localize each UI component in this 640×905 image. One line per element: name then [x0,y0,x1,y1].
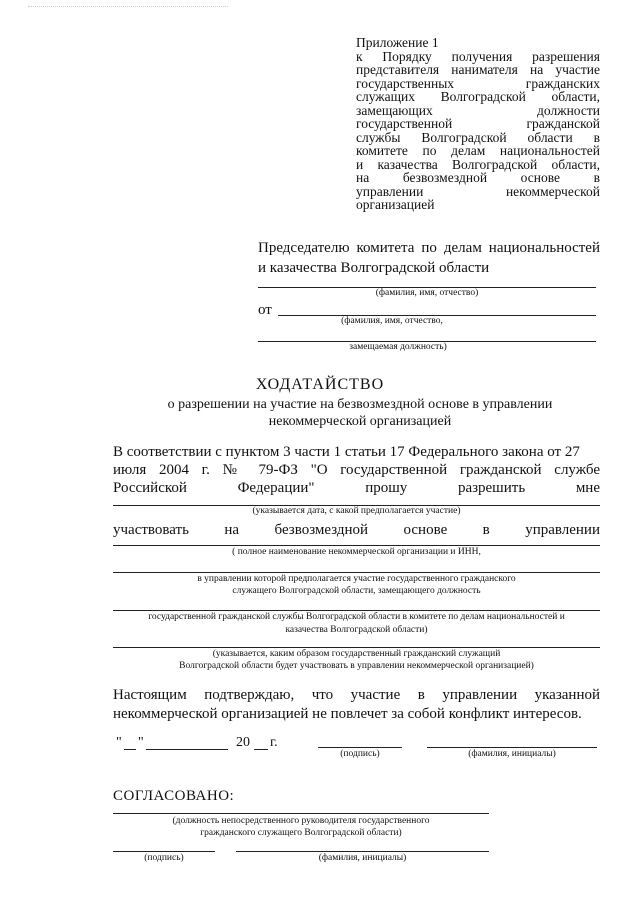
year-prefix: 20 [236,735,250,750]
body-line-1: В соответствии с пунктом 3 части 1 статьи 17 Федерального закона от 27 [113,444,580,460]
month-underline[interactable] [146,749,228,750]
hint-approver-name: (фамилия, инициалы) [318,853,407,863]
date-quote-close: " [138,735,144,750]
hint-org-2a: в управлении которой предполагается участие государственного гражданского [197,574,516,584]
title-sub-2: некоммерческой организацией [268,414,452,429]
body-line-2: июля 2004 г. № 79-ФЗ "О государственной гражданской службе [113,462,600,478]
hint-how-1: (указывается, каким образом государственный гражданский служащий [212,649,501,659]
hint-how-2: Волгоградской области будет участвовать в управлении некоммерческой организацией) [179,661,534,671]
appendix-line: Приложение 1 [356,35,439,50]
body-line-4: участвовать на безвозмездной основе в управлении [113,522,600,538]
approver-position-underline[interactable] [113,813,489,814]
approver-name-underline[interactable] [236,851,489,852]
appendix-line: управлении некоммерческой [356,183,600,199]
document-title: ХОДАТАЙСТВО [255,376,385,393]
hint-initials: (фамилия, инициалы) [468,749,556,759]
appendix-line: службы Волгоградской области в [356,129,600,145]
hint-name: (фамилия, имя, отчество) [375,288,479,298]
hint-org-2b: служащего Волгоградской области, замещающего должность [232,586,481,596]
hint-org: ( полное наименование некоммерческой организации и ИНН, [232,547,481,557]
org-underline-2[interactable] [113,572,600,573]
signature-underline[interactable] [318,747,402,748]
confirm-line-2: некоммерческой организацией не повлечет за собой конфликт интересов. [113,706,582,722]
from-label: от [258,302,272,318]
appendix-line: служащих Волгоградской области, [356,89,600,104]
approver-signature-underline[interactable] [113,851,215,852]
addressee-line-2: и казачества Волгоградской области [258,260,490,276]
hint-from: (фамилия, имя, отчество, [341,316,443,326]
appendix-line: государственных гражданских [356,75,600,91]
appendix-line: замещающих должности [356,102,600,118]
appendix-line: государственной гражданской [356,116,600,131]
appendix-line: организацией [356,197,435,212]
hint-signature: (подпись) [340,749,380,759]
hint-approver-pos-1: (должность непосредственного руководителя государственного [172,816,430,826]
hint-position: замещаемая должность) [349,342,447,352]
year-underline[interactable] [254,749,268,750]
body-line-3: Российской Федерации" прошу разрешить мне [113,480,600,496]
appendix-block [356,36,600,212]
approval-heading: СОГЛАСОВАНО: [113,788,235,804]
date-quote-open: " [116,735,122,750]
initials-underline[interactable] [427,747,597,748]
year-suffix: г. [270,735,278,750]
confirm-line-1: Настоящим подтверждаю, что участие в управлении указанной [113,687,600,703]
hint-date: (указывается дата, с какой предполагается участие) [252,506,461,516]
appendix-line: и казачества Волгоградской области, [356,156,600,172]
how-underline[interactable] [113,647,600,648]
addressee-line-1: Председателю комитета по делам национальностей [258,240,600,256]
hint-org-3b: казачества Волгоградской области) [285,625,428,635]
day-underline[interactable] [124,749,136,750]
org-underline[interactable] [113,545,600,546]
appendix-line: на безвозмездной основе в [356,170,600,185]
appendix-line: представителя нанимателя на участие [356,62,600,77]
hint-approver-sign: (подпись) [144,853,184,863]
appendix-line: комитете по делам национальностей [356,143,600,158]
title-sub-1: о разрешении на участие на безвозмездной основе в управлении [167,397,553,412]
hint-org-3a: государственной гражданской службы Волгоградской области в комитете по делам национальностей и [148,612,565,622]
scan-mark [28,6,228,8]
hint-approver-pos-2: гражданского служащего Волгоградской области) [200,828,402,838]
appendix-line: к Порядку получения разрешения [356,48,600,64]
org-underline-3[interactable] [113,610,600,611]
